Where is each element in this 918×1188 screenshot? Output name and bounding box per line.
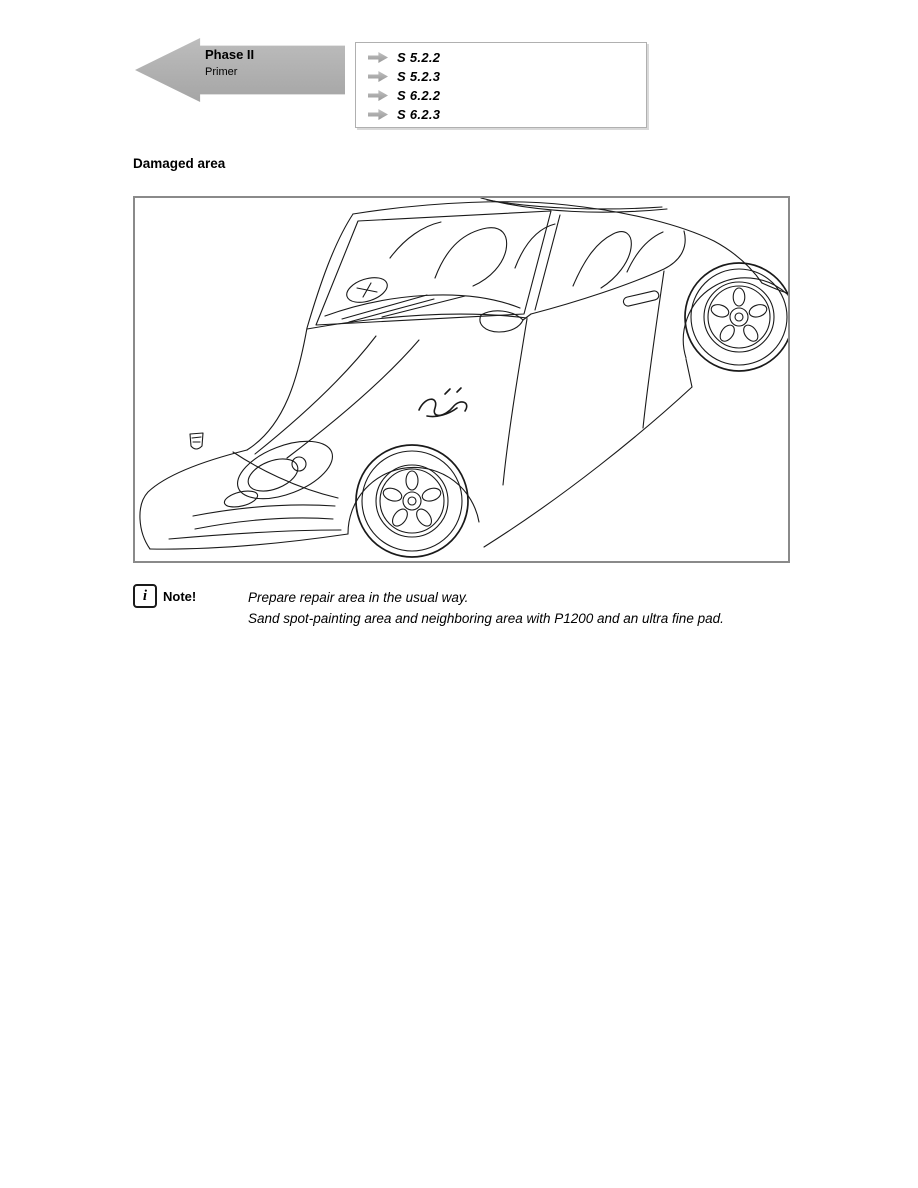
phase-subtitle: Primer xyxy=(205,66,238,78)
section-link[interactable] xyxy=(368,105,646,124)
arrow-right-icon xyxy=(368,71,388,82)
section-link[interactable] xyxy=(368,48,646,67)
section-link-label: S 6.2.3 xyxy=(397,107,441,122)
section-link-label: S 5.2.2 xyxy=(397,50,441,65)
arrow-right-icon xyxy=(368,52,388,63)
figure-frame xyxy=(133,196,790,563)
section-link-label: S 5.2.3 xyxy=(397,69,441,84)
car-illustration xyxy=(135,198,788,561)
note-line: Sand spot-painting area and neighboring area with P1200 and an ultra fine pad. xyxy=(248,611,724,626)
phase-banner-text xyxy=(205,47,254,78)
section-link-label: S 6.2.2 xyxy=(397,88,441,103)
section-link[interactable] xyxy=(368,67,646,86)
phase-title: Phase II xyxy=(205,47,255,62)
section-link[interactable] xyxy=(368,86,646,105)
damaged-area-heading: Damaged area xyxy=(133,156,226,171)
note-text xyxy=(248,587,724,629)
note-line: Prepare repair area in the usual way. xyxy=(248,590,469,605)
note-label: Note! xyxy=(163,589,197,604)
arrow-right-icon xyxy=(368,109,388,120)
arrow-right-icon xyxy=(368,90,388,101)
info-icon: i xyxy=(133,584,157,608)
phase-banner[interactable] xyxy=(135,38,345,102)
section-links-box xyxy=(355,42,647,128)
